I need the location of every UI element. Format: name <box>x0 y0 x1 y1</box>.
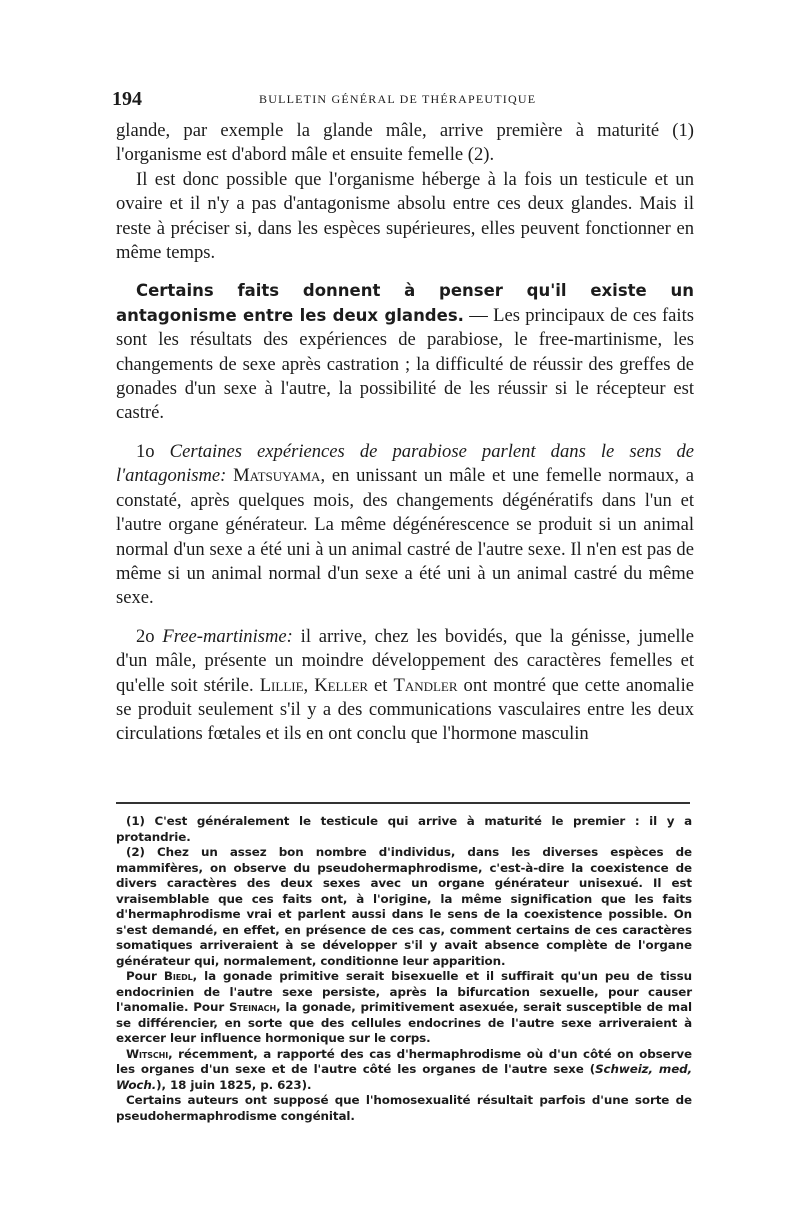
author-matsuyama: Matsuyama <box>233 465 321 487</box>
running-head: BULLETIN GÉNÉRAL DE THÉRAPEUTIQUE <box>259 92 537 106</box>
footnote-1: (1) C'est généralement le testicule qui arrive à maturité le premier : il y a protandrie. <box>116 814 692 844</box>
paragraph-1: glande, par exemple la glande mâle, arrive première à maturité (1) l'organisme est d'abord mâle et ensuite femelle (2). <box>116 120 694 166</box>
paragraph-5 <box>116 625 694 747</box>
footnote-3-text-1: Pour <box>126 969 164 983</box>
footnote-4 <box>116 1047 692 1094</box>
paragraph-4 <box>116 440 694 611</box>
paragraph-5-number: 2o <box>136 625 155 647</box>
footnote-4-text-2: ), 18 juin 1825, p. 623). <box>156 1077 312 1092</box>
paragraph-5-italic: Free-martinisme: <box>162 625 293 647</box>
author-keller: Keller <box>314 674 369 696</box>
journal-title: Schweiz, med, Woch. <box>116 1062 693 1092</box>
paragraph-4-number: 1o <box>136 440 155 462</box>
footnote-rule <box>116 802 690 804</box>
footnote-3 <box>116 969 692 1047</box>
paragraph-2: Il est donc possible que l'organisme héberge à la fois un testicule et un ovaire et il n'y a pas d'antagonisme absolu entre ces deux glandes. Mais il reste à préciser si, dans les espèces supérieures, elles peuvent fonctionner en même temps. <box>116 168 694 264</box>
page-number: 194 <box>112 88 142 110</box>
body-text <box>116 119 694 747</box>
footnote-5: Certains auteurs ont supposé que l'homosexualité résultait parfois d'une sorte de pseudohermaphrodisme congénital. <box>116 1093 692 1123</box>
paragraph-3 <box>116 279 694 425</box>
paragraph-4-italic: Certaines expériences de parabiose parlent dans le sens de l'antagonisme: <box>116 440 694 487</box>
footnote-2: (2) Chez un assez bon nombre d'individus, dans les diverses espèces de mammifères, on observe du pseudohermaphrodisme, c'est-à-dire la coexistence de divers caractères des deux sexes avec un organe générateur unisexué. Il est vraisemblable que ces faits ont, à l'origine, la même signification que les faits d'hermaphrodisme vrai et parlent aussi dans le sens de la coexistence possible. On s'est demandé, en effet, en présence de ces cas, comment certains de ces caractères somatiques arriveraient à se développer s'il y avait absence complète de l'organe générateur qui, normalement, conditionne leur apparition. <box>116 845 692 968</box>
author-lillie: Lillie <box>259 674 304 696</box>
author-biedl: Biedl <box>163 969 193 983</box>
paragraph-3-heading: Certains faits donnent à penser qu'il existe un antagonisme entre les deux glandes. <box>116 281 694 325</box>
footnote-4-text-1: , récemment, a rapporté des cas d'hermaphrodisme où d'un côté on observe les organes d'un sexe et de l'autre côté les organes de l'autre sexe ( <box>116 1046 692 1076</box>
paragraph-5-text-3: et <box>368 674 394 696</box>
footnotes <box>116 814 692 1124</box>
paragraph-5-text-2: , <box>303 674 315 696</box>
paragraph-5-text-1: il arrive, chez les bovidés, que la génisse, jumelle d'un mâle, présente un moindre développement des caractères femelles et qu'elle soit stérile. <box>116 625 694 696</box>
footnote-3-text-2: , la gonade primitive serait bisexuelle et il suffirait qu'un peu de tissu endocrinien de l'autre sexe persiste, après la bifurcation sexuelle, pour causer l'anomalie. Pour <box>116 969 692 1014</box>
paragraph-4-text: , en unissant un mâle et une femelle normaux, a constaté, après quelques mois, des changements dégénératifs dans l'un et l'autre organe générateur. La même dégénérescence se produit si un animal normal d'un sexe a été uni à un animal castré de l'autre sexe. Il n'en est pas de même si un animal normal d'un sexe a été uni à un animal castré du même sexe. <box>116 465 694 609</box>
footnote-3-text-3: , la gonade, primitivement asexuée, serait susceptible de mal se différencier, en sorte que des cellules endocrines de l'autre sexe arriveraient à exercer leur influence hormonique sur le corps. <box>116 1000 692 1045</box>
paragraph-3-text: — Les principaux de ces faits sont les résultats des expériences de parabiose, le free-martinisme, les changements de sexe après castration ; la difficulté de réussir des greffes de gonades d'un sexe à l'autre, la possibilité de les réussir si le récepteur est castré. <box>116 304 694 424</box>
author-steinach: Steinach <box>228 1000 277 1014</box>
author-witschi: Witschi <box>126 1046 169 1061</box>
paragraph-5-text-4: ont montré que cette anomalie se produit seulement s'il y a des communications vasculaires entre les deux circulations fœtales et ils en ont conclu que l'hormone masculin <box>116 674 695 745</box>
author-tandler: Tandler <box>393 674 458 696</box>
page-header <box>112 88 696 110</box>
